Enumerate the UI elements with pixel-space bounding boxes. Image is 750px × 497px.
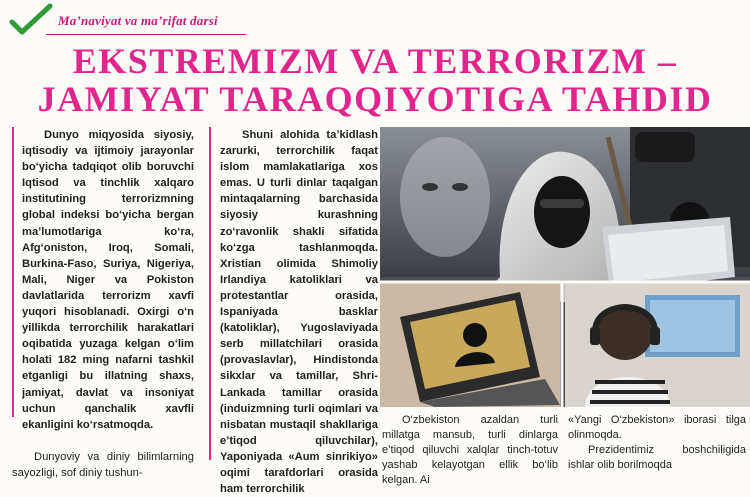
photo-caption-right <box>568 413 746 473</box>
column-1-paragraph-2: Dunyoviy va diniy bilimlarning sayozligi, sof diniy tushun- <box>12 450 194 479</box>
column-1-paragraph-1: Dunyo miqyosida siyosiy, iqtisodiy va ijtimoiy jarayonlar bo‘yicha tadqiqot olib boruvchi Iqtisod va tinchlik xalqaro institutining terrorizmning global indeksi bo‘yicha bergan ma’lumotlariga ko‘ra, Afg‘oniston, Iroq, Somali, Burkina-Faso, Suriya, Nigeriya, Mali, Niger va Pokiston davlatlarida terrorizm xavfi yuqori hisoblanadi. Oxirgi o‘n yillikda terrorchilik harakatlari oqibatida yuzaga kelgan o‘lim holati 182 ming nafarni tashkil etganligi bu illatning shaxs, jamiyat, davlat va insoniyat uchun qanchalik xavfli ekanligini ko‘rsatmoqda. <box>22 129 194 431</box>
article-column-2 <box>210 127 378 497</box>
caption-right-text-b: Prezidentimiz boshchiligida ishlar olib borilmoqda <box>568 444 746 471</box>
headline-line-1: EKSTREMIZM VA TERRORIZM – <box>72 41 678 81</box>
headline-line-2: JAMIYAT TARAQQIYOTIGA TAHDID <box>37 79 713 119</box>
headline <box>0 42 750 118</box>
article-column-1 <box>12 127 194 481</box>
caption-right-text-a: «Yangi O‘zbekiston» iborasi tilga olinmoqda. <box>568 414 746 441</box>
photo-collage <box>380 127 750 407</box>
section-title: Ma’naviyat va ma’rifat darsi <box>58 13 218 28</box>
caption-left-text: O‘zbekiston azaldan turli millatga mansub, turli dinlarga e’tiqod qiluvchi xalqlar tinch-totuv yashab kelayotgan ellik bo‘lib kelgan. Ai <box>382 414 558 486</box>
column-2-paragraph-1: Shuni alohida ta’kidlash zarurki, terrorchilik faqat islom mamlakatlariga xos emas. U turli dinlar taqalgan mintaqalarning barchasida siyosiy kurashning zo‘ravonlik shakli sifatida ko‘zga tashlanmoqda. Xristian olimida Shimoliy Irlandiya katoliklari va protestantlar orasida, Ispaniyada basklar (katoliklar), Yugoslaviyada serb millatchilari orasida (provaslavlar), Hindistonda sikxlar va tamillar, Shri-Lankada tamillar orasida (induizmning turli oqimlari va nisbatan mustaqil shakllariga e’tiqod qiluvchilar), Yaponiyada «Aum sinrikiyo» oqimi tarafdorlari orasida ham terrorchilik <box>220 129 378 496</box>
photo-caption-left <box>382 413 558 488</box>
